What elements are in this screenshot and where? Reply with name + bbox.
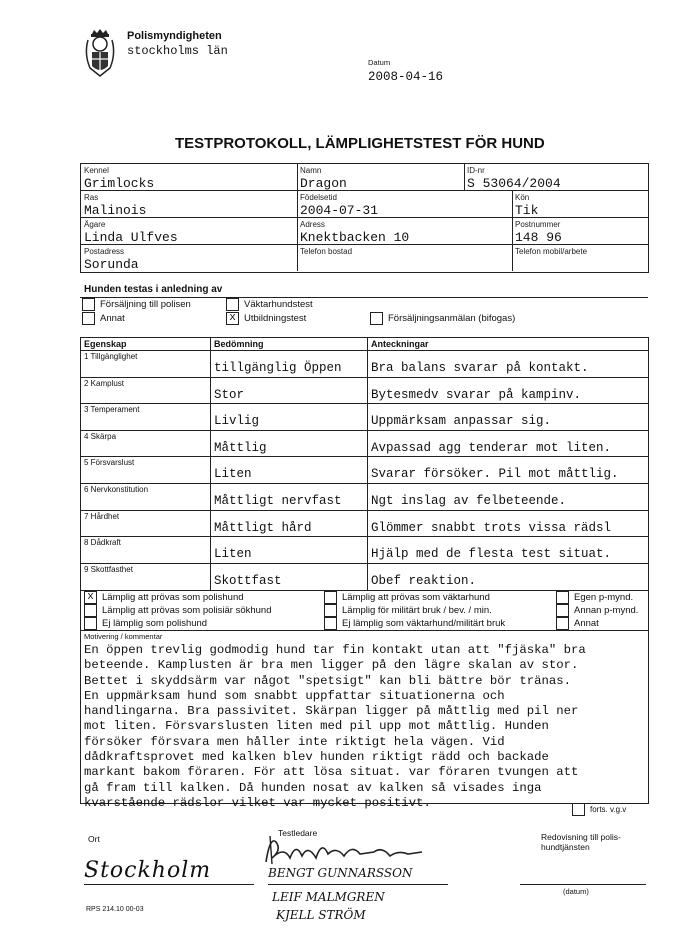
verdict-c3-label: Annat bbox=[574, 618, 599, 629]
verdict-b3-checkbox[interactable] bbox=[324, 617, 337, 630]
traits-col-divider bbox=[367, 337, 368, 590]
form-code: RPS 214.10 00-03 bbox=[86, 906, 144, 913]
reason-opt5-checkbox[interactable] bbox=[370, 312, 383, 325]
trait-rating: Måttligt nervfast bbox=[214, 494, 342, 508]
traits-row-divider bbox=[80, 483, 648, 484]
reason-opt1-checkbox[interactable] bbox=[82, 298, 95, 311]
reason-opt2-checkbox[interactable] bbox=[226, 298, 239, 311]
namn-value: Dragon bbox=[300, 176, 347, 191]
traits-row-divider bbox=[80, 563, 648, 564]
trait-note: Hjälp med de flesta test situat. bbox=[371, 547, 612, 562]
info-row-divider bbox=[80, 190, 648, 191]
trait-name: 1 Tillgänglighet bbox=[84, 352, 138, 361]
ras-value: Malinois bbox=[84, 203, 147, 218]
reason-opt4-label: Utbildningstest bbox=[244, 313, 307, 324]
trait-name: 7 Hårdhet bbox=[84, 511, 120, 521]
postadress-label: Postadress bbox=[84, 247, 125, 256]
reason-heading: Hunden testas i anledning av bbox=[84, 284, 223, 295]
verdict-a3-label: Ej lämplig som polishund bbox=[102, 618, 208, 629]
trait-rating: Stor bbox=[214, 387, 245, 402]
verdict-a3-checkbox[interactable] bbox=[84, 617, 97, 630]
signature-name-1: BENGT GUNNARSSON bbox=[268, 866, 413, 880]
postnummer-value: 148 96 bbox=[515, 230, 562, 245]
trait-rating: Livlig bbox=[214, 414, 260, 429]
kon-value: Tik bbox=[515, 203, 539, 218]
testledare-label: Testledare bbox=[278, 828, 318, 838]
fodelsetid-value: 2004-07-31 bbox=[300, 203, 379, 218]
trait-note: Svarar försöker. Pil mot måttlig. bbox=[371, 467, 619, 482]
trait-name: 5 Försvarslust bbox=[84, 458, 135, 468]
verdict-c2-checkbox[interactable] bbox=[556, 604, 569, 617]
info-col-divider bbox=[297, 163, 298, 271]
reason-opt2-label: Väktarhundstest bbox=[244, 299, 313, 310]
kon-label: Kön bbox=[515, 193, 530, 202]
postadress-value: Sorunda bbox=[84, 257, 139, 272]
verdict-c3-checkbox[interactable] bbox=[556, 617, 569, 630]
adress-label: Adress bbox=[300, 220, 325, 229]
traits-header-egenskap: Egenskap bbox=[84, 339, 127, 349]
traits-row-divider bbox=[80, 350, 648, 351]
verdict-c2-label: Annan p-mynd. bbox=[574, 605, 639, 616]
trait-rating: Måttligt hård bbox=[214, 520, 312, 535]
trait-rating: Liten bbox=[214, 547, 252, 562]
trait-note: Bra balans svarar på kontakt. bbox=[371, 361, 589, 375]
reason-opt4-checkbox[interactable]: x bbox=[226, 312, 239, 325]
idnr-label: ID-nr bbox=[467, 166, 485, 175]
trait-rating: Liten bbox=[214, 467, 252, 482]
ras-label: Ras bbox=[84, 193, 99, 202]
comment-label: Motivering / kommentar bbox=[84, 632, 163, 641]
traits-row-divider bbox=[80, 377, 648, 378]
comment-line: Bettet i skyddsärm var något "spetsigt" kan bli bättre bör tränas. bbox=[84, 673, 572, 688]
trait-note: Avpassad agg tenderar mot liten. bbox=[371, 440, 612, 455]
trait-name: 9 Skottfasthet bbox=[84, 564, 133, 574]
verdict-b1-label: Lämplig att prövas som väktarhund bbox=[342, 592, 490, 603]
forts-checkbox[interactable] bbox=[572, 803, 585, 816]
ort-label: Ort bbox=[88, 834, 100, 844]
date-label: Datum bbox=[368, 58, 391, 67]
date-value: 2008-04-16 bbox=[368, 70, 444, 84]
comment-line: markant bakom föraren. För att lösa situat. var föraren tvungen att bbox=[84, 765, 579, 780]
telefon-mobil-label: Telefon mobil/arbete bbox=[515, 247, 588, 256]
trait-note: Uppmärksam anpassar sig. bbox=[371, 414, 552, 429]
org-region: stockholms län bbox=[127, 44, 228, 58]
reason-opt5-label: Försäljningsanmälan (bifogas) bbox=[388, 313, 516, 324]
agare-label: Ägare bbox=[84, 220, 106, 229]
redovisning-label: Redovisning till polis- bbox=[541, 832, 621, 842]
trait-name: 6 Nervkonstitution bbox=[84, 485, 149, 494]
signature-name-2: LEIF MALMGREN bbox=[272, 890, 385, 904]
verdict-b2-label: Lämplig för militärt bruk / bev. / min. bbox=[342, 605, 492, 616]
traits-row-divider bbox=[80, 430, 648, 431]
verdict-a2-checkbox[interactable] bbox=[84, 604, 97, 617]
comment-line: mot liten. Försvarslusten liten med pil upp mot måttlig. Hunden bbox=[84, 719, 549, 734]
traits-col-divider bbox=[210, 337, 211, 590]
comment-line: kvarstående rädslor vilket var mycket positivt. bbox=[84, 795, 431, 810]
traits-row-divider bbox=[80, 456, 648, 457]
comment-line: En öppen trevlig godmodig hund tar fin kontakt utan att "fjäska" bra bbox=[84, 643, 586, 657]
telefon-bostad-label: Telefon bostad bbox=[300, 247, 353, 256]
comment-line: beteende. Kamplusten är bra men ligger på den lägre skalan av stor. bbox=[84, 658, 579, 673]
forts-label: forts. v.g.v bbox=[590, 805, 627, 814]
trait-name: 4 Skärpa bbox=[84, 431, 117, 441]
verdict-a2-label: Lämplig att prövas som polisiär sökhund bbox=[102, 605, 272, 616]
agare-value: Linda Ulfves bbox=[84, 230, 178, 245]
verdict-b2-checkbox[interactable] bbox=[324, 604, 337, 617]
ort-line bbox=[84, 884, 254, 885]
idnr-value: S 53064/2004 bbox=[467, 176, 561, 191]
trait-name: 2 Kamplust bbox=[84, 378, 125, 388]
fodelsetid-label: Födelsetid bbox=[300, 193, 337, 202]
testledare-signature-icon bbox=[262, 832, 442, 868]
comment-line: gå fram till kalken. Då hunden nosat av kalken så visades inga bbox=[84, 780, 542, 795]
reason-opt3-checkbox[interactable] bbox=[82, 312, 95, 325]
testledare-line bbox=[268, 884, 448, 885]
page-title: TESTPROTOKOLL, LÄMPLIGHETSTEST FÖR HUND bbox=[175, 135, 545, 152]
police-crest-icon bbox=[80, 28, 120, 80]
trait-name: 3 Temperament bbox=[84, 405, 140, 415]
trait-note: Glömmer snabbt trots vissa rädsl bbox=[371, 520, 612, 535]
trait-rating: Måttlig bbox=[214, 440, 267, 455]
verdict-b3-label: Ej lämplig som väktarhund/militärt bruk bbox=[342, 618, 506, 629]
kennel-label: Kennel bbox=[84, 166, 109, 175]
postnummer-label: Postnummer bbox=[515, 220, 561, 229]
adress-value: Knektbacken 10 bbox=[300, 230, 410, 245]
traits-row-divider bbox=[80, 536, 648, 537]
verdict-a1-label: Lämplig att prövas som polishund bbox=[102, 592, 244, 603]
reason-opt1-label: Försäljning till polisen bbox=[100, 299, 191, 310]
trait-note: Ngt inslag av felbeteende. bbox=[371, 494, 567, 508]
datum-label: (datum) bbox=[563, 887, 589, 896]
comment-line: försöker försvara men håller inte riktigt hela vägen. Vid bbox=[84, 734, 505, 749]
org-name: Polismyndigheten bbox=[127, 30, 222, 42]
trait-rating: tillgänglig Öppen bbox=[214, 361, 342, 375]
verdict-b1-checkbox[interactable] bbox=[324, 591, 337, 604]
redovisning-line bbox=[520, 884, 646, 885]
traits-header-bedomning: Bedömning bbox=[214, 339, 264, 349]
trait-rating: Skottfast bbox=[214, 573, 282, 588]
namn-label: Namn bbox=[300, 166, 322, 175]
info-col-divider bbox=[512, 190, 513, 271]
verdict-c1-label: Egen p-mynd. bbox=[574, 592, 634, 603]
reason-opt3-label: Annat bbox=[100, 313, 125, 324]
verdict-c1-checkbox[interactable] bbox=[556, 591, 569, 604]
comment-line: En uppmärksam hund som snabbt uppfattar situationerna och bbox=[84, 688, 505, 703]
comment-text bbox=[84, 643, 586, 811]
verdict-a1-checkbox[interactable]: x bbox=[84, 591, 97, 604]
traits-row-divider bbox=[80, 510, 648, 511]
trait-note: Obef reaktion. bbox=[371, 573, 477, 588]
info-grid bbox=[80, 163, 649, 273]
signature-name-3: KJELL STRÖM bbox=[276, 908, 366, 922]
reason-rule bbox=[80, 297, 648, 298]
trait-name: 8 Dådkraft bbox=[84, 538, 121, 548]
ort-value: Stockholm bbox=[84, 858, 212, 883]
traits-header-anteckningar: Anteckningar bbox=[371, 339, 429, 349]
info-col-divider bbox=[464, 163, 465, 190]
traits-row-divider bbox=[80, 403, 648, 404]
redovisning-label-2: hundtjänsten bbox=[541, 842, 590, 852]
comment-line: handlingarna. Bra passivitet. Skärpan ligger på måttlig med pil ner bbox=[84, 704, 579, 719]
comment-line: dådkraftsprovet med kalken blev hunden riktigt rädd och backade bbox=[84, 750, 549, 765]
trait-note: Bytesmedv svarar på kampinv. bbox=[371, 387, 582, 402]
kennel-value: Grimlocks bbox=[84, 176, 155, 191]
